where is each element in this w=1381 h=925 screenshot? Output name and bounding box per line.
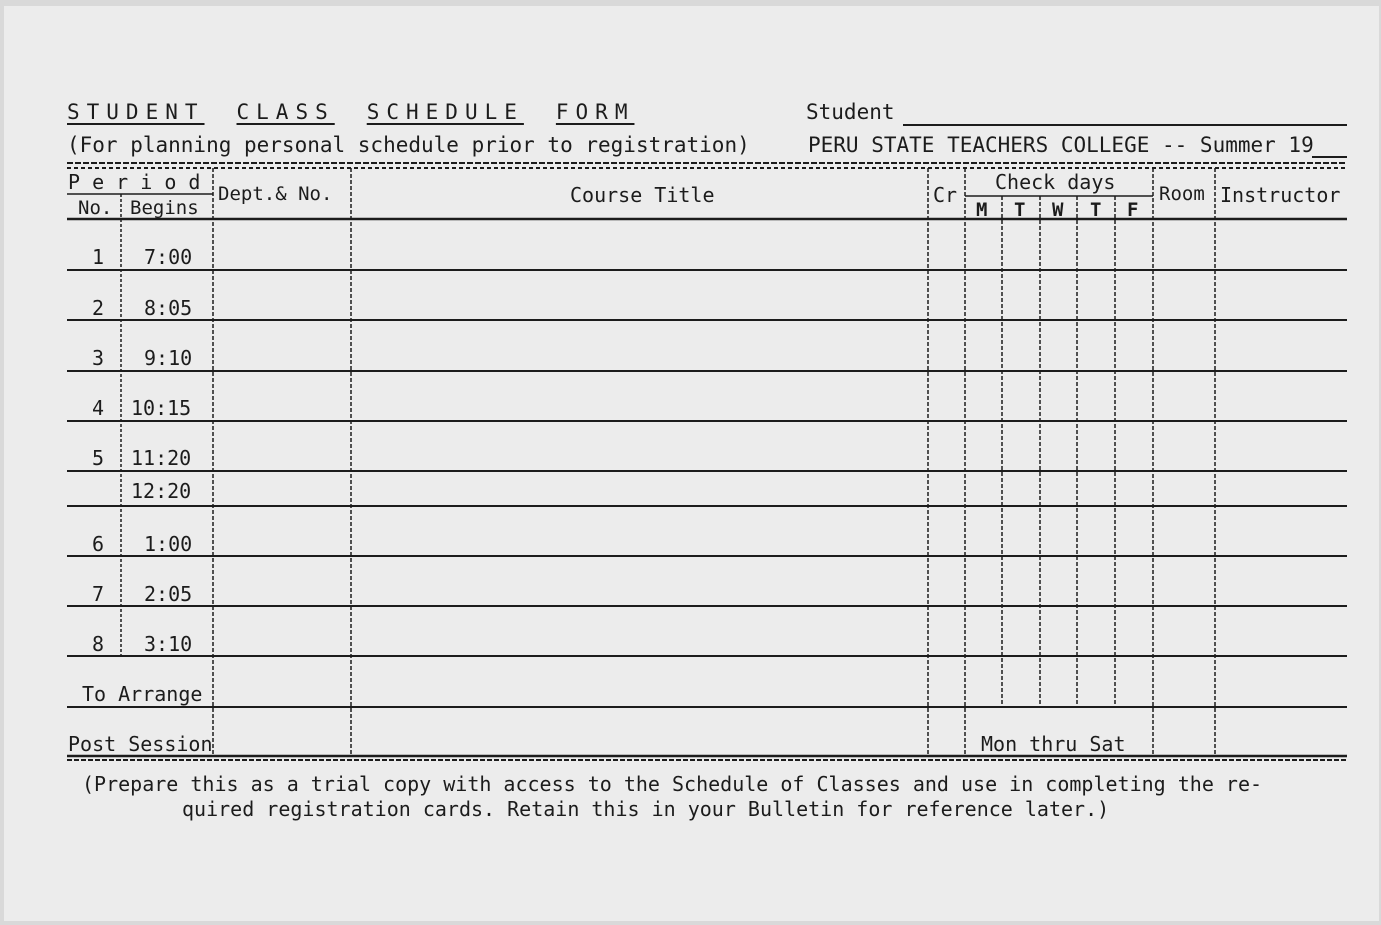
day-header-wednesday: W — [1052, 199, 1064, 221]
title-word: FORM — [555, 100, 635, 124]
post-session-label: Post Session — [68, 732, 213, 756]
day-header-thursday: T — [1090, 199, 1102, 221]
credit-header: Cr — [933, 183, 958, 207]
period-header: P e r i o d — [68, 170, 201, 194]
footnote-line-2: quired registration cards. Retain this in your Bulletin for reference later.) — [182, 797, 1110, 821]
period-begins: 2:05 — [144, 582, 193, 606]
period-number: 5 — [92, 446, 105, 470]
period-number: 3 — [92, 346, 105, 370]
period-number: 4 — [92, 396, 105, 420]
period-begins: 11:20 — [131, 446, 192, 470]
footnote-line-1: (Prepare this as a trial copy with access to the Schedule of Classes and use in completing the re- — [82, 772, 1263, 796]
period-begins: 7:00 — [144, 245, 193, 269]
period-begins: 8:05 — [144, 296, 193, 320]
footnote — [82, 772, 1262, 822]
period-number: 7 — [92, 582, 105, 606]
mon-thru-sat-label: Mon thru Sat — [981, 732, 1126, 756]
begins-header: Begins — [130, 197, 199, 219]
check-days-header: Check days — [995, 170, 1116, 194]
to-arrange-label: To Arrange — [82, 682, 203, 706]
period-number: 1 — [92, 245, 105, 269]
day-header-tuesday: T — [1014, 199, 1026, 221]
student-label: Student — [806, 100, 895, 124]
no-header: No. — [78, 197, 113, 219]
period-number: 8 — [92, 632, 105, 656]
college-line: PERU STATE TEACHERS COLLEGE -- Summer 19 — [808, 133, 1314, 157]
period-begins: 3:10 — [144, 632, 193, 656]
period-number: 2 — [92, 296, 105, 320]
day-header-friday: F — [1127, 199, 1139, 221]
room-header: Room — [1159, 183, 1205, 205]
period-begins: 9:10 — [144, 346, 193, 370]
title-word: SCHEDULE — [366, 100, 524, 124]
form-subtitle: (For planning personal schedule prior to registration) — [67, 133, 750, 157]
day-header-monday: M — [976, 199, 988, 221]
period-begins: 12:20 — [131, 479, 192, 503]
course-title-header: Course Title — [570, 183, 715, 207]
instructor-header: Instructor — [1220, 183, 1341, 207]
title-word: STUDENT — [67, 100, 205, 124]
period-number: 6 — [92, 532, 105, 556]
title-word: CLASS — [236, 100, 335, 124]
dept-header: Dept.& No. — [218, 183, 333, 205]
period-begins: 10:15 — [131, 396, 192, 420]
period-begins: 1:00 — [144, 532, 193, 556]
